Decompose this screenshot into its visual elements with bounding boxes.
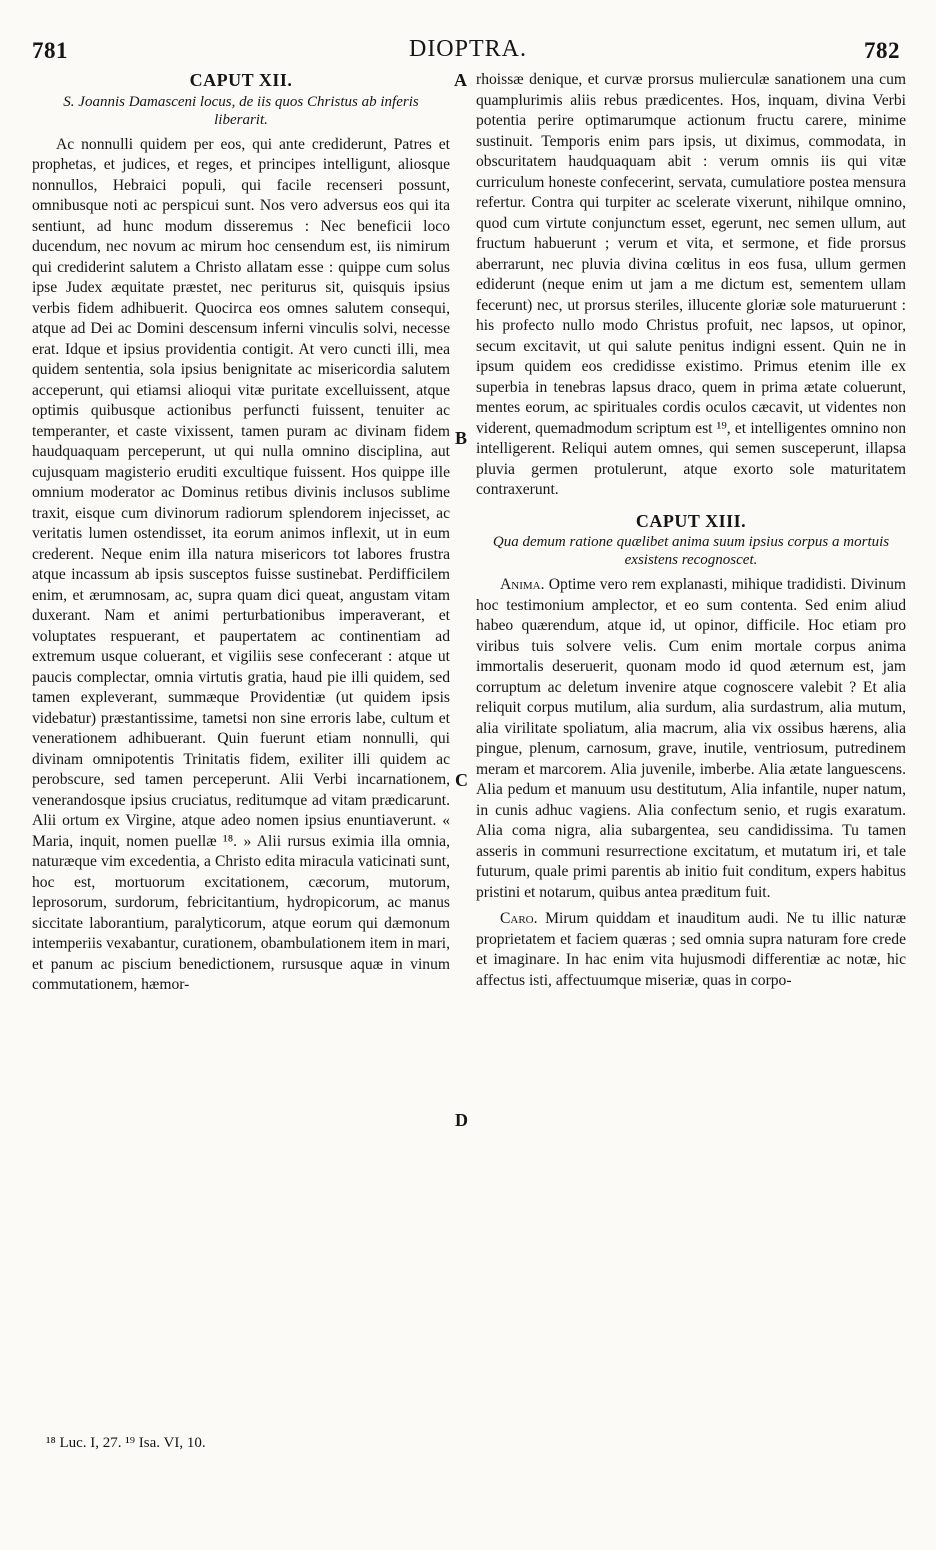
body-paragraph: Ac nonnulli quidem per eos, qui ante crediderunt, Patres et prophetas, et judices, et reges, et principes intelligunt, aliosque nonnullos, Hebraici populi, qui facile recenseri possunt, omnibusque noti ac perspicui sunt. Nos vero adversus eos qui ita sentiunt, ad hunc modum disseremus : Nec beneficii loco ducendum, nec novum ac mirum hoc censendum est, iis nimirum qui crediderint salutem a Christo allatam esse : quippe cum solus ipse Judex æquitate præstet, nec periturus sit, quisquis ipsius verbis fidem adhibuerit. Quocirca eos omnes salutem consequi, atque ad Dei ac Domini descensum inferni vinculis solvi, necesse erat. Idque et ipsius providentia contigit. At vero cuncti illi, mea quidem sententia, sola ipsius benignitate ac misericordia salutem acceperunt, qui etiamsi alioqui vitæ puritate excelluissent, atque optimis quibusque actionibus perfuncti fuissent, tenuiter ac temperanter, et caste vixissent, tamen puram ac divinam fidem haudquaquam perceperunt, ut qui nulla omnino disciplina, aut cujusquam magisterio eruditi excultique fuissent. Hos quippe ille omnium moderator ac Dominus retibus divinis inclusos sublime traxit, eisque cum divinorum radiorum splendorem injecisset, ac veritatis lumen ostendisset, ita eorum animos inflexit, ut in eum crederent. Neque enim illa natura misericors tot labores frustra atque incassum ab ipsis susceptos fuisse sustinebat. Perdifficilem enim, et ærumnosam, ac, supra quam dici queat, angustam vitam duxerant. Nam et animi perturbationibus imperaverant, et voluptates respuerant, et paupertatem ac continentiam ad extremum usque coluerant, et vigiliis sese confecerant : atque ut paucis complectar, omnia virtutis gratia, haud pie illi quidem, sed tamen expleverant, summæque Providentiæ (ut quidem ipsis videbatur) præstantissime, tametsi non sine erroris labe, cultum et venerationem adhibuerant. Quin fuerunt etiam nonnulli, qui divinam omnipotentis Trinitatis fidem, exiliter illi quidem ac perobscure, sed tamen perceperunt. Alii Verbi incarnationem, venerandosque ipsius cruciatus, reditumque ad vitam prædicarunt. Alii ortum ex Virgine, atque adeo nomen ipsius enuntiaverunt. « Maria, inquit, nomen puellæ ¹⁸. » Alii rursus eximia illa omnia, naturæque vim excedentia, a Christo edita miracula vaticinati sunt, hoc est, mortuorum excitationem, cæcorum, mutorum, leprosorum, surdorum, febricitantium, hydropicorum, ac manus siccitate laborantium, paralyticorum, atque eorum qui dæmonum intemperiis vexabantur, curationem, obambulationem item in mari, et panum ac piscium benedictionem, rursusque aquæ in vinum commutationem, hæmor- (32, 135, 450, 993)
chapter-heading: CAPUT XIII. (635, 510, 747, 531)
margin-letter-a: A (454, 70, 467, 90)
margin-letter-b: B (455, 428, 468, 448)
left-column (32, 70, 450, 996)
right-column (476, 70, 906, 991)
dialogue-paragraph (476, 575, 906, 903)
dialogue-paragraph (476, 909, 906, 991)
margin-letter-d: D (455, 1110, 468, 1130)
running-title: DIOPTRA. (408, 36, 527, 62)
body-paragraph: rhoissæ denique, et curvæ prorsus mulierculæ sanationem una cum quamplurimis aliis rebus prædicentes. Hos, inquam, divina Verbi potentia perire optimarumque actionum fructu carere, minime sustinuit. Temporis enim pars ipsis, ut diximus, commodata, in obscuritatem haudquaquam abit : verum omnis iis qui vitæ curriculum honeste confecerint, servata, cumulatiore postea mensura refertur. Contra qui turpiter ac scelerate vixerunt, nihilque omnino, quod cum virtute conjunctum esset, egerunt, nec semen ullum, aut fructum habuerunt ; verum et vita, et sermone, et fide prorsus aberrarunt, nec pluvia divina cœlitus in eos fusa, ullum germen ediderunt (neque enim ut jam a me dictum est, sementem ullam fecerunt) nec, ut prorsus steriles, illucente gloriæ sole maturuerunt : his profecto nullo modo Christus profuit, nec lapsos, ut opinor, secum excitavit, ut qui salute penitus indigni essent. Quin ne in ipsum quidem eos credidisse existimo. Primus etenim ille ex superbia in tenebras lapsus draco, quem in prima ætate coluerunt, mentes eorum, ac spirituales cordis oculos cæcavit, ut videntes non viderent, quemadmodum scriptum est ¹⁹, et intelligentes omnino non intelligerent. Reliqui autem omnes, qui semen susceperunt, illapsa pluvia germen protulerunt, atque exorto sole maturitatem contraxerunt. (476, 71, 906, 498)
page-number-left: 781 (32, 38, 68, 63)
speaker-label: Caro. (500, 910, 538, 927)
chapter-subtitle: Qua demum ratione quælibet anima suum ipsius corpus a mortuis exsistens recognoscet. (492, 534, 890, 568)
dialogue-text: Mirum quiddam et inauditum audi. Ne tu illic naturæ proprietatem et faciem quæras ; sed omnia supra naturam fore crede et imaginare. In hac enim vita hujusmodi differentiæ ac notæ, hic affectus isti, affectuumque miseriæ, quas in corpo- (476, 910, 906, 989)
chapter-heading: CAPUT XII. (189, 70, 293, 90)
dialogue-text: Optime vero rem explanasti, mihique tradidisti. Divinum hoc testimonium amplector, et eo sum contenta. Sed enim aliud habeo quærendum, atque id, ut opinor, difficile. Hoc etiam pro viribus tuis solvere velis. Cum enim mortale corpus anima immortalis deseruerit, quonam modo id quod æternum est, jam corruptum ac deletum invenire atque cognoscere valebit ? Et alia reliquit corpus mutilum, alia surdum, alia surdastrum, alia mutum, alia virilitate spoliatum, alia macrum, alia vix ossibus hærens, alia pingue, plenum, carnosum, grave, inutile, ventriosum, putredinem meram et marcorem. Alia juvenile, imberbe. Alia ætate languescens. Alia pedum et manuum usu destitutum, Alia infantile, nuper natum, in cunis adhuc vagiens. Alia confectum senio, et rugis exaratum. Alia coma nigra, alia subargentea, seu candidissima. Tu tamen asseris in communi resurrectione excitatum, et mutatum iri, et tale futurum, quale primi parentis ab initio fuit conditum, expers habitus pristini et notarum, quibus antea præditum fuit. (476, 576, 907, 901)
margin-letter-c: C (455, 770, 468, 790)
page-number-right: 782 (864, 38, 900, 63)
footnotes: ¹⁸ Luc. I, 27. ¹⁹ Isa. VI, 10. (46, 1435, 206, 1451)
chapter-subtitle: S. Joannis Damasceni locus, de iis quos Christus ab inferis liberarit. (63, 93, 419, 128)
speaker-label: Anima. (500, 576, 545, 593)
